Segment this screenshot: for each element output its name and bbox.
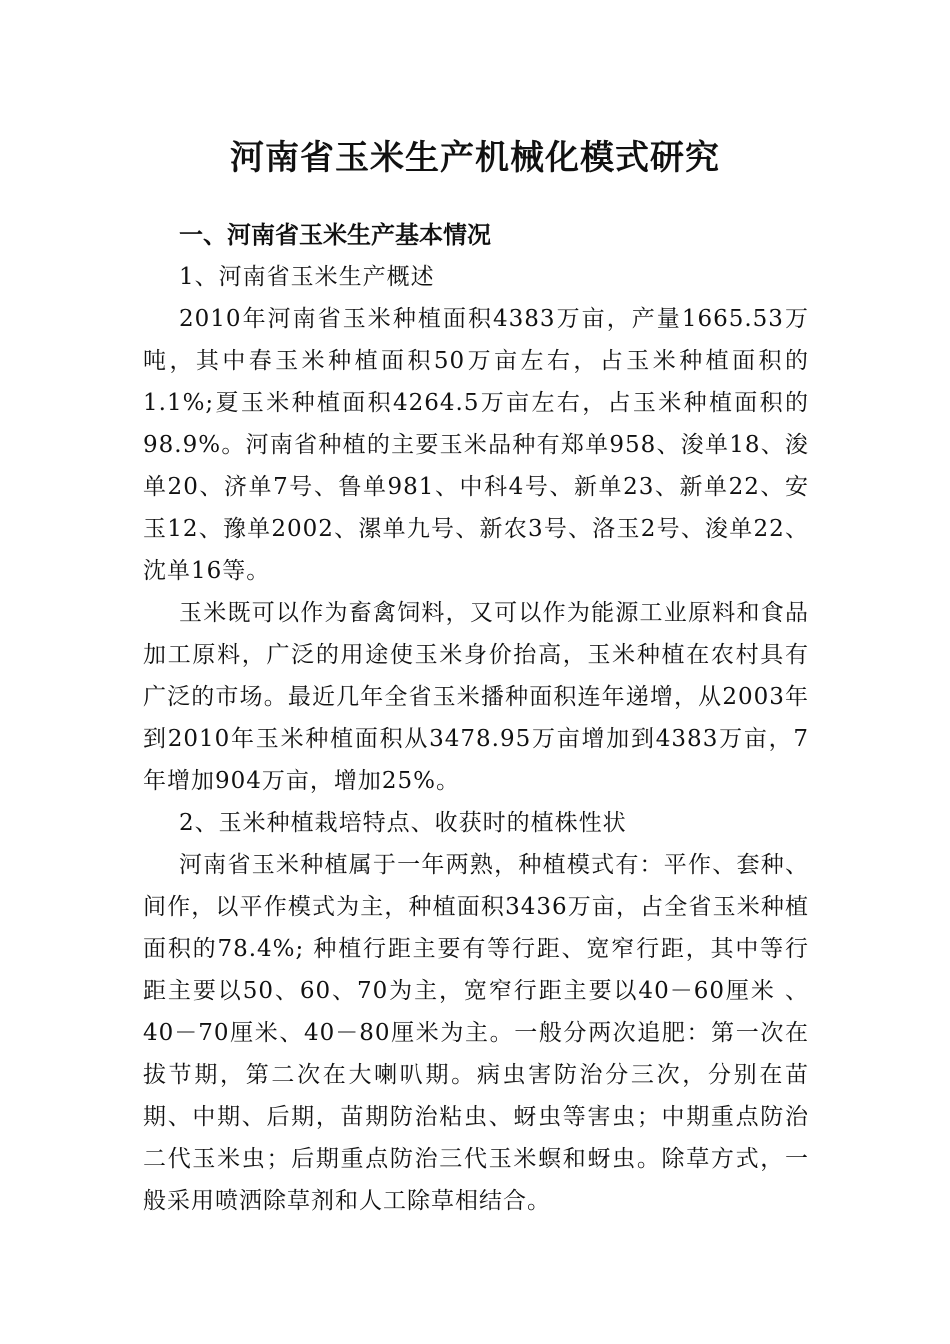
document-body	[143, 214, 809, 1222]
document-title: 河南省玉米生产机械化模式研究	[230, 138, 720, 178]
section-heading: 一、河南省玉米生产基本情况	[179, 221, 491, 249]
paragraph: 2010年河南省玉米种植面积4383万亩，产量1665.53万吨，其中春玉米种植面积50万亩左右，占玉米种植面积的1.1%;夏玉米种植面积4264.5万亩左右，占玉米种植面积的98.9%。河南省种植的主要玉米品种有郑单958、浚单18、浚单20、济单7号、鲁单981、中科4号、新单23、新单22、安玉12、豫单2002、漯单九号、新农3号、洛玉2号、浚单22、沈单16等。	[143, 306, 809, 584]
subsection-heading-cultivation: 2、玉米种植栽培特点、收获时的植株性状	[179, 810, 627, 836]
paragraph: 河南省玉米种植属于一年两熟，种植模式有：平作、套种、间作，以平作模式为主，种植面积3436万亩，占全省玉米种植面积的78.4%; 种植行距主要有等行距、宽窄行距，其中等行距主要以50、60、70为主，宽窄行距主要以40－60厘米 、40－70厘米、40－80厘米为主。一般分两次追肥：第一次在拔节期，第二次在大喇叭期。病虫害防治分三次，分别在苗期、中期、后期，苗期防治粘虫、蚜虫等害虫；中期重点防治二代玉米虫；后期重点防治三代玉米螟和蚜虫。除草方式，一般采用喷洒除草剂和人工除草相结合。	[143, 852, 809, 1214]
paragraph: 玉米既可以作为畜禽饲料，又可以作为能源工业原料和食品加工原料，广泛的用途使玉米身价抬高，玉米种植在农村具有广泛的市场。最近几年全省玉米播种面积连年递增，从2003年到2010年玉米种植面积从3478.95万亩增加到4383万亩，7年增加904万亩，增加25%。	[143, 600, 809, 794]
subsection-heading-overview: 1、河南省玉米生产概述	[179, 264, 435, 290]
